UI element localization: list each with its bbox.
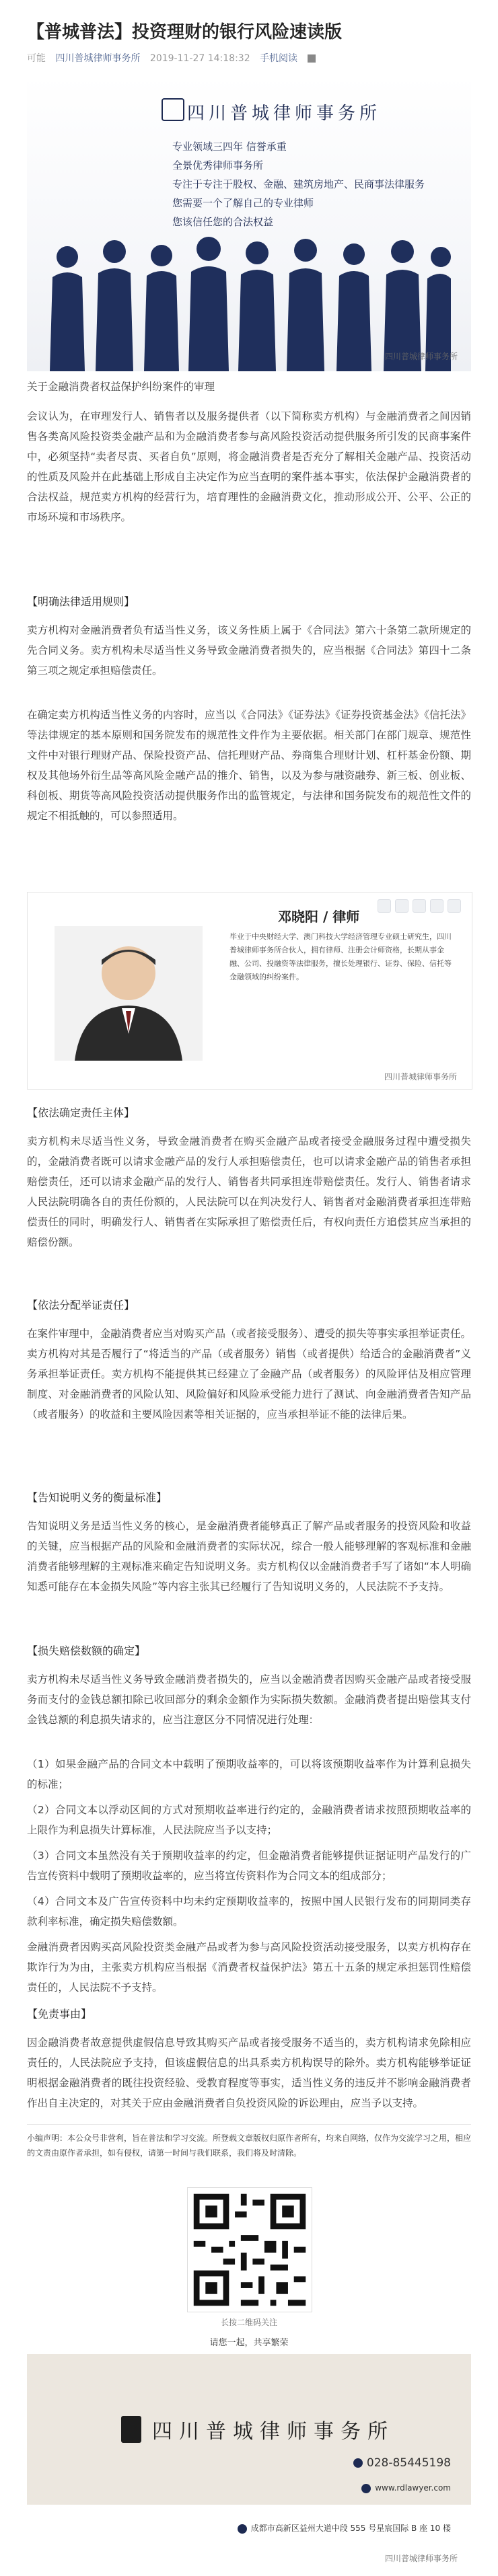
paragraph-liability: 卖方机构未尽适当性义务，导致金融消费者在购买金融产品或者接受金融服务过程中遭受损失的，金融消费者既可以请求金融产品的发行人承担赔偿责任，也可以请求金融产品的销售者承担赔偿责任，还可以请求金融产品的发行人、销售者共同承担连带赔偿责任。发行人、销售者请求人民法院明确各自的责任份额的，人民法院可以在判决发行人、销售者对金融消费者承担连带赔偿责任的同时，明确发行人、销售者在实际承担了赔偿责任后，有权向责任方追偿其应当承担的赔偿份额。 bbox=[27, 1135, 471, 1248]
paragraph-damages-e: （4）合同文本及广告宣传资料中均未约定预期收益率的，按照中国人民银行发布的同期同类存款利率标准，确定损失赔偿数额。 bbox=[27, 1895, 471, 1928]
contact-phone bbox=[353, 2456, 451, 2470]
divider bbox=[27, 2124, 471, 2125]
slogan-3: 专注于专注于股权、金融、建筑房地产、民商事法律服务 bbox=[172, 178, 425, 190]
paragraph-disclosure: 告知说明义务是适当性义务的核心，是金融消费者能够真正了解产品或者服务的投资风险和收益的关键，应当根据产品的风险和金融消费者的实际状况，综合一般人能够理解的客观标准和金融消费者能够理解的主观标准来确定告知说明义务。卖方机构仅以金融消费者手写了诸如“本人明确知悉可能存在本金损失风险”等内容主张其已经履行了告知说明义务的，人民法院不予支持。 bbox=[27, 1520, 471, 1593]
paragraph-exemption: 因金融消费者故意提供虚假信息导致其购买产品或者接受服务不适当的，卖方机构请求免除相应责任的，人民法院应予支持，但该虚假信息的出具系卖方机构误导的除外。卖方机构能够举证证明根据金融消费者的既往投资经验、受教育程度等事实，适当性义务的违反并不影响金融消费者作出自主决定的，对其关于应由金融消费者自负投资风险的诉讼理由，应当予以支持。 bbox=[27, 2037, 471, 2109]
paragraph-law-rules-a: 卖方机构对金融消费者负有适当性义务，该义务性质上属于《合同法》第六十条第二款所规定的先合同义务。卖方机构未尽适当性义务导致金融消费者损失的，应当根据《合同法》第四十二条第三项之规定承担赔偿责任。 bbox=[27, 624, 471, 677]
slogan-4: 您需要一个了解自己的专业律师 bbox=[172, 197, 314, 209]
phone-icon bbox=[353, 2458, 363, 2468]
mobile-read-link[interactable]: 手机阅读 bbox=[260, 53, 298, 64]
lawyer-portrait-icon bbox=[55, 926, 203, 1061]
tag-label: 可能 bbox=[27, 53, 46, 64]
contact-block bbox=[27, 2441, 471, 2569]
heading-exemption: 【免责事由】 bbox=[27, 2008, 92, 2020]
globe-icon bbox=[361, 2484, 371, 2493]
heading-law-rules: 【明确法律适用规则】 bbox=[27, 595, 135, 608]
slogan-5: 您该信任您的合法权益 bbox=[172, 216, 274, 228]
contact-website bbox=[361, 2483, 451, 2493]
heading-disclosure: 【告知说明义务的衡量标准】 bbox=[27, 1491, 168, 1504]
hero-slogans bbox=[172, 137, 425, 231]
firm-banner-logo-icon bbox=[121, 2416, 141, 2443]
lawyer-card bbox=[27, 892, 472, 1090]
article-meta bbox=[27, 51, 322, 65]
address-text: 成都市高新区益州大道中段 555 号星宸国际 B 座 10 楼 bbox=[250, 2524, 451, 2533]
lawyer-description: 毕业于中央财经大学、澳门科技大学经济管理专业硕士研究生，四川普城律师事务所合伙人，拥有律师、注册会计师资格，长期从事金融、公司、投融资等法律服务，擅长处理银行、证券、保险、信托等金融领域的纠纷案件。 bbox=[229, 932, 452, 981]
card-tool-icon-3[interactable] bbox=[413, 899, 426, 913]
account-link[interactable]: 四川普城律师事务所 bbox=[55, 53, 141, 64]
heading-liability: 【依法确定责任主体】 bbox=[27, 1106, 135, 1119]
paragraph-damages-a: 卖方机构未尽适当性义务导致金融消费者损失的，应当以金融消费者因购买金融产品或者接受服务而支付的金钱总额扣除已收回部分的剩余金额作为实际损失数额。金融消费者提出赔偿其支付金钱总额的利息损失请求的，应当注意区分不同情况进行处理： bbox=[27, 1673, 471, 1726]
location-pin-icon bbox=[238, 2524, 247, 2534]
paragraph-burden-of-proof: 在案件审理中，金融消费者应当对购买产品（或者接受服务）、遭受的损失等事实承担举证责任。卖方机构对其是否履行了“将适当的产品（或者服务）销售（或者提供）给适合的金融消费者”义务承担举证责任。卖方机构不能提供其已经建立了金融产品（或者服务）的风险评估及相应管理制度、对金融消费者的风险认知、风险偏好和风险承受能力进行了测试、向金融消费者告知产品（或者服务）的收益和主要风险因素等相关证据的，应当承担举证不能的法律后果。 bbox=[27, 1328, 471, 1420]
paragraph-damages-b: （1）如果金融产品的合同文本中载明了预期收益率的，可以将该预期收益率作为计算利息损失的标准； bbox=[27, 1758, 471, 1790]
heading-burden-of-proof: 【依法分配举证责任】 bbox=[27, 1299, 135, 1312]
article-title: 【普城普法】投资理财的银行风险速读版 bbox=[27, 22, 343, 42]
publish-date: 2019-11-27 14:18:32 bbox=[149, 53, 250, 64]
qr-code-icon[interactable] bbox=[187, 2187, 312, 2312]
card-tool-icon-5[interactable] bbox=[448, 899, 461, 913]
website-url: www.rdlawyer.com bbox=[375, 2483, 451, 2493]
intro-paragraph: 会议认为，在审理发行人、销售者以及服务提供者（以下简称卖方机构）与金融消费者之间因销售各类高风险投资类金融产品和为金融消费者参与高风险投资活动提供服务所引发的民商事案件中，必须坚持“卖者尽责、买者自负”原则，将金融消费者是否充分了解相关金融产品、投资活动的性质及风险并在此基础上形成自主决定作为应当查明的案件基本事实，依法保护金融消费者的合法权益，规范卖方机构的经营行为，培育理性的金融消费文化，推动形成公开、公平、公正的市场环境和市场秩序。 bbox=[27, 410, 471, 523]
firm-logo-icon bbox=[162, 98, 184, 121]
hero-image bbox=[27, 75, 471, 371]
editor-note: 小编声明：本公众号非营利，旨在普法和学习交流。所登载文章版权归原作者所有，均来自网络，仅作为交流学习之用，相应的文责由原作者承担，如有侵权，请第一时间与我们联系，我们将及时清除。 bbox=[27, 2133, 472, 2158]
slogan-2: 全景优秀律师事务所 bbox=[172, 159, 264, 172]
firm-banner-text: 四川普城律师事务所 bbox=[152, 2420, 394, 2444]
hero-watermark: 四川普城律师事务所 bbox=[384, 352, 458, 361]
case-title: 关于金融消费者权益保护纠纷案件的审理 bbox=[27, 381, 215, 393]
card-toolbar bbox=[378, 899, 461, 913]
lawyer-name: 邓晓阳 / 律师 bbox=[278, 909, 360, 925]
card-tool-icon-4[interactable] bbox=[430, 899, 443, 913]
banner-note: 请您一起，共享繁荣 bbox=[209, 2338, 289, 2348]
paragraph-damages-f: 金融消费者因购买高风险投资类金融产品或者为参与高风险投资活动接受服务，以卖方机构存在欺诈行为为由，主张卖方机构应当根据《消费者权益保护法》第五十五条的规定承担惩罚性赔偿责任的，人民法院不予支持。 bbox=[27, 1941, 471, 1994]
heading-damages: 【损失赔偿数额的确定】 bbox=[27, 1644, 146, 1657]
slogan-1: 专业领域三四年 信誉承重 bbox=[172, 141, 287, 153]
card-watermark: 四川普城律师事务所 bbox=[384, 1072, 457, 1082]
card-tool-icon-1[interactable] bbox=[378, 899, 391, 913]
contact-watermark: 四川普城律师事务所 bbox=[384, 2554, 458, 2563]
qr-code-graphic bbox=[188, 2188, 312, 2312]
paragraph-law-rules-b: 在确定卖方机构适当性义务的内容时，应当以《合同法》《证券法》《证券投资基金法》《信托法》等法律规定的基本原则和国务院发布的规范性文件作为主要依据。相关部门在部门规章、规范性文件中对银行理财产品、保险投资产品、信托理财产品、券商集合理财计划、杠杆基金份额、期权及其他场外衍生品等高风险金融产品的推介、销售，以及为参与融资融券、新三板、创业板、科创板、期货等高风险投资活动提供服务作出的监管规定，与法律和国务院发布的规范性文件的规定不相抵触的，可以参照适用。 bbox=[27, 709, 471, 822]
hero-brand: 四川普城律师事务所 bbox=[187, 104, 382, 124]
paragraph-damages-c: （2）合同文本以浮动区间的方式对预期收益率进行约定的，金融消费者请求按照预期收益率的上限作为利息损失计算标准，人民法院应当予以支持； bbox=[27, 1804, 471, 1836]
phone-number: 028-85445198 bbox=[366, 2456, 451, 2470]
contact-address bbox=[238, 2522, 451, 2534]
qr-small-icon[interactable] bbox=[308, 54, 316, 63]
paragraph-damages-d: （3）合同文本虽然没有关于预期收益率的约定，但金融消费者能够提供证据证明产品发行的广告宣传资料中载明了预期收益率的，应当将宣传资料作为合同文本的组成部分； bbox=[27, 1850, 471, 1882]
card-tool-icon-2[interactable] bbox=[395, 899, 408, 913]
qr-caption: 长按二维码关注 bbox=[220, 2318, 277, 2327]
